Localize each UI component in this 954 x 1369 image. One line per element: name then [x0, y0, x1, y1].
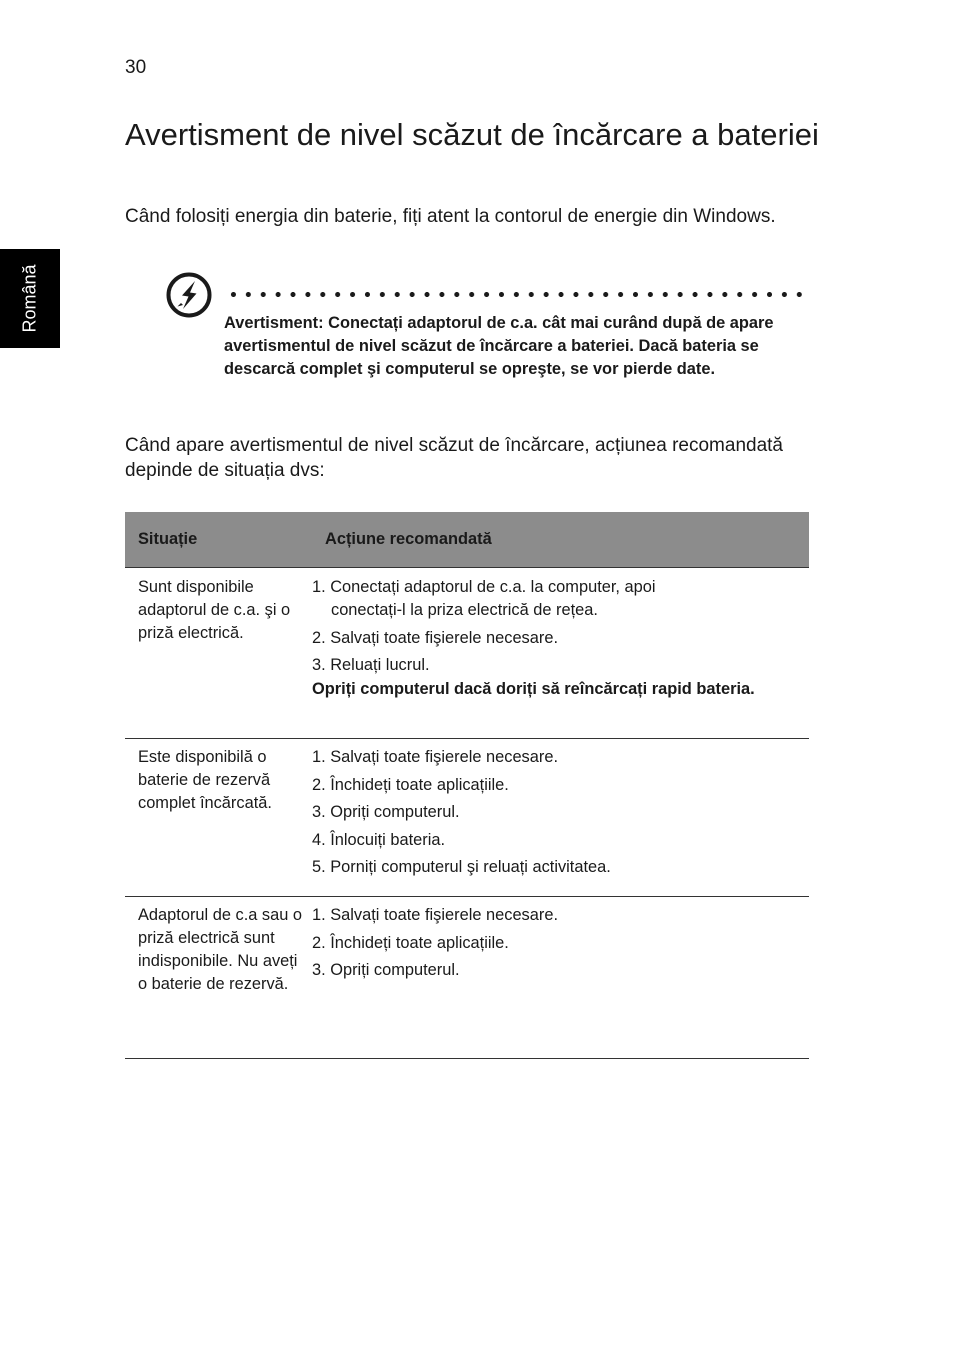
situation-cell: Este disponibilă o baterie de rezervă complet încărcată.: [138, 748, 272, 812]
intro-paragraph: Când folosiți energia din baterie, fiți atent la contorul de energie din Windows.: [125, 206, 776, 227]
warning-bolt-icon: [166, 272, 212, 318]
action-step: 3. Reluați lucrul.: [312, 656, 430, 674]
action-step: 4. Înlocuiți bateria.: [312, 830, 446, 849]
action-cell: [312, 739, 809, 896]
action-step: 2. Închideți toate aplicațiile.: [312, 933, 509, 952]
action-step: 2. Salvați toate fişierele necesare.: [312, 628, 558, 647]
action-step: [312, 576, 809, 622]
table-row: [125, 739, 809, 897]
language-tab: [0, 249, 60, 348]
page-number: 30: [125, 57, 147, 78]
warning-text: Avertisment: Conectați adaptorul de c.a. cât mai curând după de apare avertismentul de nivel scăzut de încărcare a bateriei. Dacă bateria se descarcă complet şi computerul se opreşte, se vor pierde date.: [224, 314, 774, 378]
action-step-text: 1. Conectați adaptorul de c.a. la computer, apoi: [312, 578, 656, 596]
action-note: Opriți computerul dacă doriți să reîncărcați rapid bateria.: [312, 679, 755, 698]
language-tab-label: Română: [19, 264, 40, 333]
action-step-continuation: conectați-l la priza electrică de rețea.: [331, 601, 598, 619]
page-title: Avertisment de nivel scăzut de încărcare a bateriei: [125, 117, 819, 152]
table-header: [125, 512, 809, 568]
table-row: [125, 568, 809, 739]
header-situation: Situație: [138, 530, 198, 548]
table-intro: Când apare avertismentul de nivel scăzut de încărcare, acțiunea recomandată depinde de situația dvs:: [125, 435, 783, 481]
action-table: [125, 512, 809, 1059]
header-action: Acțiune recomandată: [325, 530, 492, 548]
action-cell: [312, 897, 809, 1058]
action-step: 1. Salvați toate fişierele necesare.: [312, 906, 558, 924]
action-step: 2. Închideți toate aplicațiile.: [312, 775, 509, 794]
action-step: 3. Opriți computerul.: [312, 803, 460, 821]
action-cell: [312, 568, 809, 738]
warning-divider: [226, 292, 808, 297]
situation-cell: Adaptorul de c.a sau o priză electrică sunt indisponibile. Nu aveți o baterie de rezervă.: [138, 906, 303, 993]
action-step: 3. Opriți computerul.: [312, 961, 460, 979]
table-row: [125, 897, 809, 1059]
situation-cell: Sunt disponibile adaptorul de c.a. şi o priză electrică.: [138, 578, 291, 642]
action-step: 1. Salvați toate fişierele necesare.: [312, 748, 558, 766]
action-step: 5. Porniți computerul şi reluați activitatea.: [312, 858, 611, 876]
